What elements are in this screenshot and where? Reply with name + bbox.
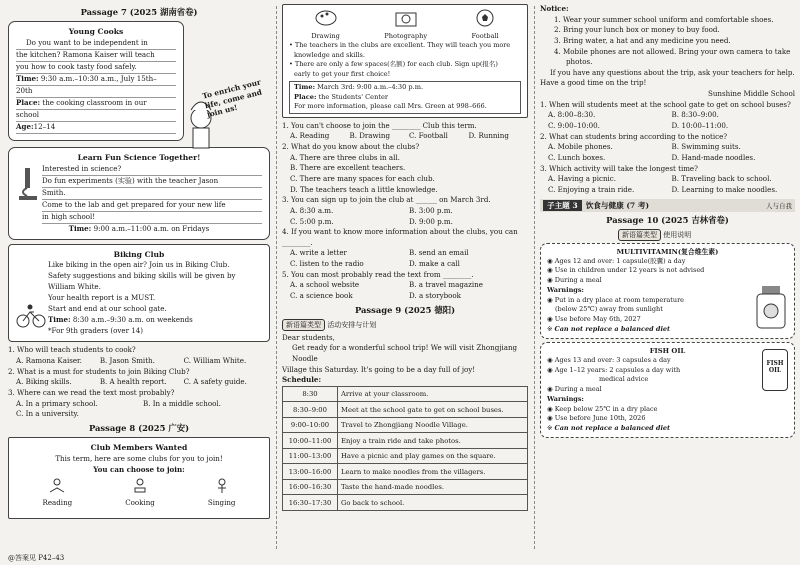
- time-place-box: [289, 81, 521, 114]
- passage-9-questions: [540, 100, 795, 196]
- age-value: 12–14: [33, 121, 56, 131]
- question: 1. Who will teach students to cook?: [8, 345, 136, 355]
- ad-line: Like biking in the open air? Join us in Biking Club.: [48, 260, 230, 270]
- question: 3. You can sign up to join the club at ______ on March 3rd.: [282, 195, 491, 205]
- camera-icon: [393, 8, 419, 28]
- club-label: Photography: [384, 32, 428, 41]
- warning-item: Put in a dry place at room temperature: [554, 295, 685, 304]
- answer-option[interactable]: C. Football: [409, 131, 448, 141]
- answer-page-ref: @答案见 P42–43: [8, 554, 65, 562]
- answer-option[interactable]: A. Mobile phones.: [548, 142, 613, 152]
- notice-item: 3. Bring water, a hat and any medicine you need.: [554, 35, 731, 45]
- biking-title: Biking Club: [113, 249, 165, 259]
- schedule-activity: Travel to Zhongjiang Noodle Village.: [338, 417, 528, 433]
- vitamin-bottle-icon: [754, 284, 788, 330]
- poster-title: Club Members Wanted: [90, 442, 188, 452]
- ad-line: in high school!: [42, 212, 262, 224]
- science-title: Learn Fun Science Together!: [77, 153, 201, 162]
- passage-7-title: Passage 7 (2025 湖南省卷): [80, 7, 198, 17]
- notice-label: Notice:: [540, 4, 569, 13]
- young-cooks-title: Young Cooks: [68, 27, 124, 36]
- table-row: [283, 417, 528, 433]
- passage-9-title: Passage 9 (2025 德阳): [354, 304, 456, 315]
- answer-option[interactable]: C. Enjoying a train ride.: [548, 184, 635, 194]
- question: 4. If you want to know more information about the clubs, you can ________.: [282, 227, 518, 247]
- poster-line: This term, here are some clubs for you to join!: [55, 453, 223, 463]
- usage-item: Ages 12 and over: 1 capsule(胶囊) a day: [554, 256, 686, 265]
- answer-option[interactable]: A. a school website: [290, 280, 360, 290]
- answer-option[interactable]: A. There are three clubs in all.: [290, 152, 400, 162]
- answer-option[interactable]: B. In a middle school.: [143, 398, 221, 408]
- time-label: Time:: [16, 73, 39, 83]
- right-column: [540, 4, 795, 438]
- answer-option[interactable]: B. Jason Smith.: [99, 355, 155, 365]
- biking-ad: [8, 244, 270, 343]
- schedule-activity: Arrive at your classroom.: [338, 386, 528, 402]
- closing-line: Have a good time on the trip!: [540, 78, 647, 88]
- schedule-time: 10:00–11:00: [283, 433, 338, 449]
- product-title: FISH OIL: [649, 346, 686, 355]
- place-label: Place:: [16, 97, 41, 107]
- chef-illustration: [176, 78, 266, 158]
- new-text-type-tag: 新语篇类型: [282, 319, 325, 331]
- answer-option[interactable]: B. a travel magazine: [409, 280, 483, 290]
- answer-option[interactable]: C. Lunch boxes.: [548, 152, 606, 162]
- club-singing: [208, 478, 236, 509]
- answer-option[interactable]: A. 8:30 a.m.: [290, 205, 334, 215]
- reading-icon: [47, 478, 67, 494]
- answer-option[interactable]: D. 10:00–11:00.: [671, 121, 729, 131]
- passage-10-title: Passage 10 (2025 吉林省卷): [606, 214, 729, 225]
- question: 1. You can't choose to join the ________ Club this term.: [282, 120, 477, 130]
- intro-line: Get ready for a wonderful school trip! We will visit Zhongjiang Noodle: [292, 343, 518, 363]
- notice-item: 1. Wear your summer school uniform and comfortable shoes.: [554, 14, 774, 24]
- table-row: [283, 479, 528, 495]
- answer-option[interactable]: B. send an email: [409, 248, 469, 258]
- clubs-poster-bottom: [282, 4, 528, 118]
- young-cooks-ad: [8, 21, 184, 141]
- answer-option[interactable]: C. A safety guide.: [183, 377, 247, 387]
- ad-line: Come to the lab and get prepared for your new life: [42, 200, 262, 212]
- time-value: March 3rd: 9:00 a.m.–4:30 p.m.: [317, 83, 424, 92]
- closing-line: If you have any questions about the trip, ask your teachers for help.: [550, 67, 795, 77]
- notice-item: photos.: [566, 57, 593, 67]
- fish-oil-label: FISH OIL ◉ Ages 13 and over: 3 capsules a day ◉ Age 1–12 years: 2 capsules a day with medical advice ◉ During a meal Warnings: ◉ Keep below 25℃ in a dry place ◉ Use before June 10th, 2026 ※ Can not replace a balanced diet FISH OIL: [540, 342, 795, 438]
- answer-option[interactable]: A. Ramona Kaiser.: [16, 355, 82, 365]
- answer-option[interactable]: B. 3:00 p.m.: [409, 205, 453, 215]
- contact-line: For more information, please call Mrs. Green at 998–666.: [294, 102, 487, 111]
- time-value: 9:00 a.m.–11:00 a.m. on Fridays: [93, 223, 210, 233]
- schedule-time: 13:00–16:00: [283, 464, 338, 480]
- usage-item: During a meal: [554, 385, 602, 394]
- answer-option[interactable]: C. 5:00 p.m.: [290, 216, 334, 226]
- club-label: Reading: [42, 497, 73, 507]
- bicycle-icon: [16, 260, 48, 337]
- poster-note: • There are only a few spaces(名额) for each club. Sign up(报名): [289, 60, 498, 69]
- time-label: Time:: [48, 315, 71, 325]
- palette-icon: [313, 8, 339, 28]
- table-row: [283, 464, 528, 480]
- answer-option[interactable]: D. 9:00 p.m.: [409, 216, 453, 226]
- schedule-time: 16:00–16:30: [283, 479, 338, 495]
- fish-oil-bottle-icon: FISH OIL: [762, 349, 788, 391]
- answer-option[interactable]: A. In a primary school.: [16, 398, 98, 408]
- schedule-activity: Have a picnic and play games on the square.: [338, 448, 528, 464]
- middle-column: [282, 4, 528, 511]
- passage-8-questions: [282, 121, 528, 302]
- new-text-type-tag: 新语篇类型: [618, 229, 661, 241]
- club-photography: [384, 8, 427, 41]
- singing-icon: [212, 478, 232, 494]
- club-reading: [43, 478, 73, 509]
- time-label: Time:: [68, 223, 92, 233]
- answer-option[interactable]: D. make a call: [409, 259, 460, 269]
- schedule-activity: Meet at the school gate to get on school buses.: [338, 402, 528, 418]
- schedule-activity: Learn to make noodles from the villagers.: [338, 464, 528, 480]
- answer-option[interactable]: D. a storybook: [409, 291, 461, 301]
- poster-note: • The teachers in the clubs are excellent. They will teach you more: [289, 41, 511, 50]
- question: 3. Which activity will take the longest time?: [540, 163, 698, 173]
- club-label: Football: [471, 32, 499, 41]
- answer-option[interactable]: B. Traveling back to school.: [671, 174, 772, 184]
- answer-option[interactable]: C. a science book: [290, 291, 353, 301]
- answer-option[interactable]: A. write a letter: [290, 248, 347, 258]
- ad-line: Smith.: [42, 188, 262, 200]
- answer-option[interactable]: D. Learning to make noodles.: [671, 184, 778, 194]
- question: 3. Where can we read the text most probably?: [8, 387, 175, 397]
- time-value: 8:30 a.m.–9:30 a.m. on weekends: [72, 315, 193, 325]
- place-value: the Students' Center: [318, 92, 389, 101]
- answer-option[interactable]: B. 8:30–9:00.: [671, 110, 719, 120]
- football-icon: [472, 8, 498, 28]
- club-drawing: [311, 8, 340, 41]
- answer-option[interactable]: B. A health report.: [99, 377, 167, 387]
- ad-line: Do you want to be independent in: [16, 38, 176, 50]
- table-row: [283, 386, 528, 402]
- answer-option[interactable]: A. Having a picnic.: [548, 174, 617, 184]
- place-label: Place:: [294, 92, 317, 101]
- ad-line: the kitchen? Ramona Kaiser will teach: [16, 50, 176, 62]
- poster-note: knowledge and skills.: [294, 50, 365, 59]
- answer-option[interactable]: B. Drawing: [349, 131, 390, 141]
- schedule-time: 8:30–9:00: [283, 402, 338, 418]
- answer-option[interactable]: D. Running: [468, 131, 509, 141]
- poster-line: You can choose to join:: [93, 464, 185, 474]
- club-members-poster: [8, 437, 270, 519]
- usage-item: Age 1–12 years: 2 capsules a day with: [554, 365, 681, 374]
- poster-note: early to get your first choice!: [294, 69, 391, 78]
- time-value-cont: 20th: [16, 86, 176, 98]
- ad-line: William White.: [48, 282, 101, 292]
- join-us-badge: To enrich your life, come and join us!: [201, 77, 263, 120]
- club-cooking: [125, 478, 155, 509]
- notice-item: 4. Mobile phones are not allowed. Bring your own camera to take: [554, 46, 791, 56]
- table-row: [283, 448, 528, 464]
- theme-label: 人与自我: [766, 201, 792, 210]
- warnings-label: Warnings:: [547, 285, 584, 294]
- schedule-time: 11:00–13:00: [283, 448, 338, 464]
- usage-item: During a meal: [554, 276, 602, 285]
- passage-7-questions: [8, 345, 270, 419]
- question: 2. What do you know about the clubs?: [282, 142, 420, 152]
- question: 5. You can most probably read the text from ________.: [282, 269, 474, 279]
- warnings-label: Warnings:: [547, 394, 584, 403]
- ad-line: Your health report is a MUST.: [48, 293, 156, 303]
- warning-item: Can not replace a balanced diet: [554, 424, 671, 433]
- warning-item: Use before June 10th, 2026: [554, 414, 646, 423]
- schedule-activity: Go back to school.: [338, 495, 528, 511]
- notice-item: 2. Bring your lunch box or money to buy food.: [554, 25, 720, 35]
- passage-8-title: Passage 8 (2025 广安): [88, 422, 190, 433]
- schedule-activity: Taste the hand-made noodles.: [338, 479, 528, 495]
- subtopic-pill: 子主题 3: [543, 200, 582, 211]
- club-label: Cooking: [125, 497, 155, 507]
- answer-option[interactable]: A. Biking skills.: [16, 377, 72, 387]
- answer-option[interactable]: A. Reading: [290, 131, 330, 141]
- subtopic-title: 饮食与健康 (7 考): [585, 200, 650, 210]
- answer-option[interactable]: C. William White.: [183, 355, 247, 365]
- intro-line: Village this Saturday. It's going to be a day full of joy!: [282, 364, 476, 374]
- warning-item: (below 25℃) away from sunlight: [555, 305, 663, 314]
- ad-line: Interested in science?: [42, 164, 262, 176]
- ad-line: Do fun experiments (实验) with the teacher Jason: [42, 176, 262, 188]
- schedule-table: [282, 386, 528, 511]
- biking-note: *For 9th graders (over 14): [48, 326, 144, 336]
- place-value-cont: school: [16, 110, 176, 122]
- table-row: [283, 402, 528, 418]
- question: 1. When will students meet at the school gate to get on school buses?: [540, 99, 791, 109]
- usage-item: medical advice: [599, 375, 649, 384]
- answer-option[interactable]: A. 8:00–8:30.: [548, 110, 596, 120]
- usage-item: Use in children under 12 years is not advised: [554, 266, 705, 275]
- table-row: [283, 433, 528, 449]
- column-divider: [276, 6, 277, 549]
- schedule-label: Schedule:: [282, 375, 322, 385]
- microscope-icon: [16, 164, 42, 224]
- warning-item: Use before May 6th, 2027: [554, 315, 641, 324]
- ad-line: you how to cook tasty food safely.: [16, 62, 176, 74]
- multivitamin-label: MULTIVITAMIN(复合维生素) ◉ Ages 12 and over: 1 capsule(胶囊) a day ◉ Use in children under 12 years is not advised ◉ During a meal Warnings: ◉ Put in a dry place at room temperature (below 25℃) away from sunlight ◉ Use before May 6th, 2027 ※ Can not replace a balanced diet: [540, 243, 795, 339]
- text-type-label: 活动安排与计划: [327, 320, 377, 329]
- schedule-time: 8:30: [283, 386, 338, 402]
- answer-option[interactable]: C. listen to the radio: [290, 259, 364, 269]
- product-title: MULTIVITAMIN(复合维生素): [616, 247, 719, 256]
- answer-option[interactable]: C. In a university.: [16, 409, 79, 419]
- table-row: [283, 495, 528, 511]
- science-ad: [8, 147, 270, 240]
- answer-option[interactable]: C. 9:00–10:00.: [548, 121, 600, 131]
- warning-item: Can not replace a balanced diet: [554, 324, 671, 333]
- schedule-time: 9:00–10:00: [283, 417, 338, 433]
- answer-option[interactable]: D. The teachers teach a little knowledge.: [290, 184, 438, 194]
- left-column: [8, 4, 270, 519]
- answer-option[interactable]: D. Hand-made noodles.: [671, 152, 756, 162]
- schedule-time: 16:30–17:30: [283, 495, 338, 511]
- club-label: Singing: [207, 497, 236, 507]
- time-value: 9:30 a.m.–10:30 a.m., July 15th–: [40, 73, 157, 83]
- ad-line: Start and end at our school gate.: [48, 304, 167, 314]
- answer-option[interactable]: B. Swimming suits.: [671, 142, 741, 152]
- answer-option[interactable]: C. There are many spaces for each club.: [290, 173, 435, 183]
- greeting: Dear students,: [282, 332, 335, 342]
- club-label: Drawing: [311, 32, 340, 41]
- club-football: [472, 8, 499, 41]
- ad-line: Safety suggestions and biking skills will be given by: [48, 271, 236, 281]
- column-divider: [534, 6, 535, 549]
- place-value: the cooking classroom in our: [42, 97, 147, 107]
- age-label: Age:: [16, 121, 34, 131]
- answer-option[interactable]: B. There are excellent teachers.: [290, 163, 406, 173]
- usage-item: Ages 13 and over: 3 capsules a day: [554, 355, 671, 364]
- cooking-icon: [130, 478, 150, 494]
- schedule-activity: Enjoy a train ride and take photos.: [338, 433, 528, 449]
- question: 2. What is a must for students to join Biking Club?: [8, 366, 190, 376]
- subtopic-bar: [540, 199, 795, 212]
- time-label: Time:: [294, 83, 316, 92]
- signature: Sunshine Middle School: [707, 89, 795, 99]
- warning-item: Keep below 25℃ in a dry place: [554, 404, 658, 413]
- text-type-label: 使用说明: [663, 230, 692, 239]
- question: 2. What can students bring according to the notice?: [540, 131, 728, 141]
